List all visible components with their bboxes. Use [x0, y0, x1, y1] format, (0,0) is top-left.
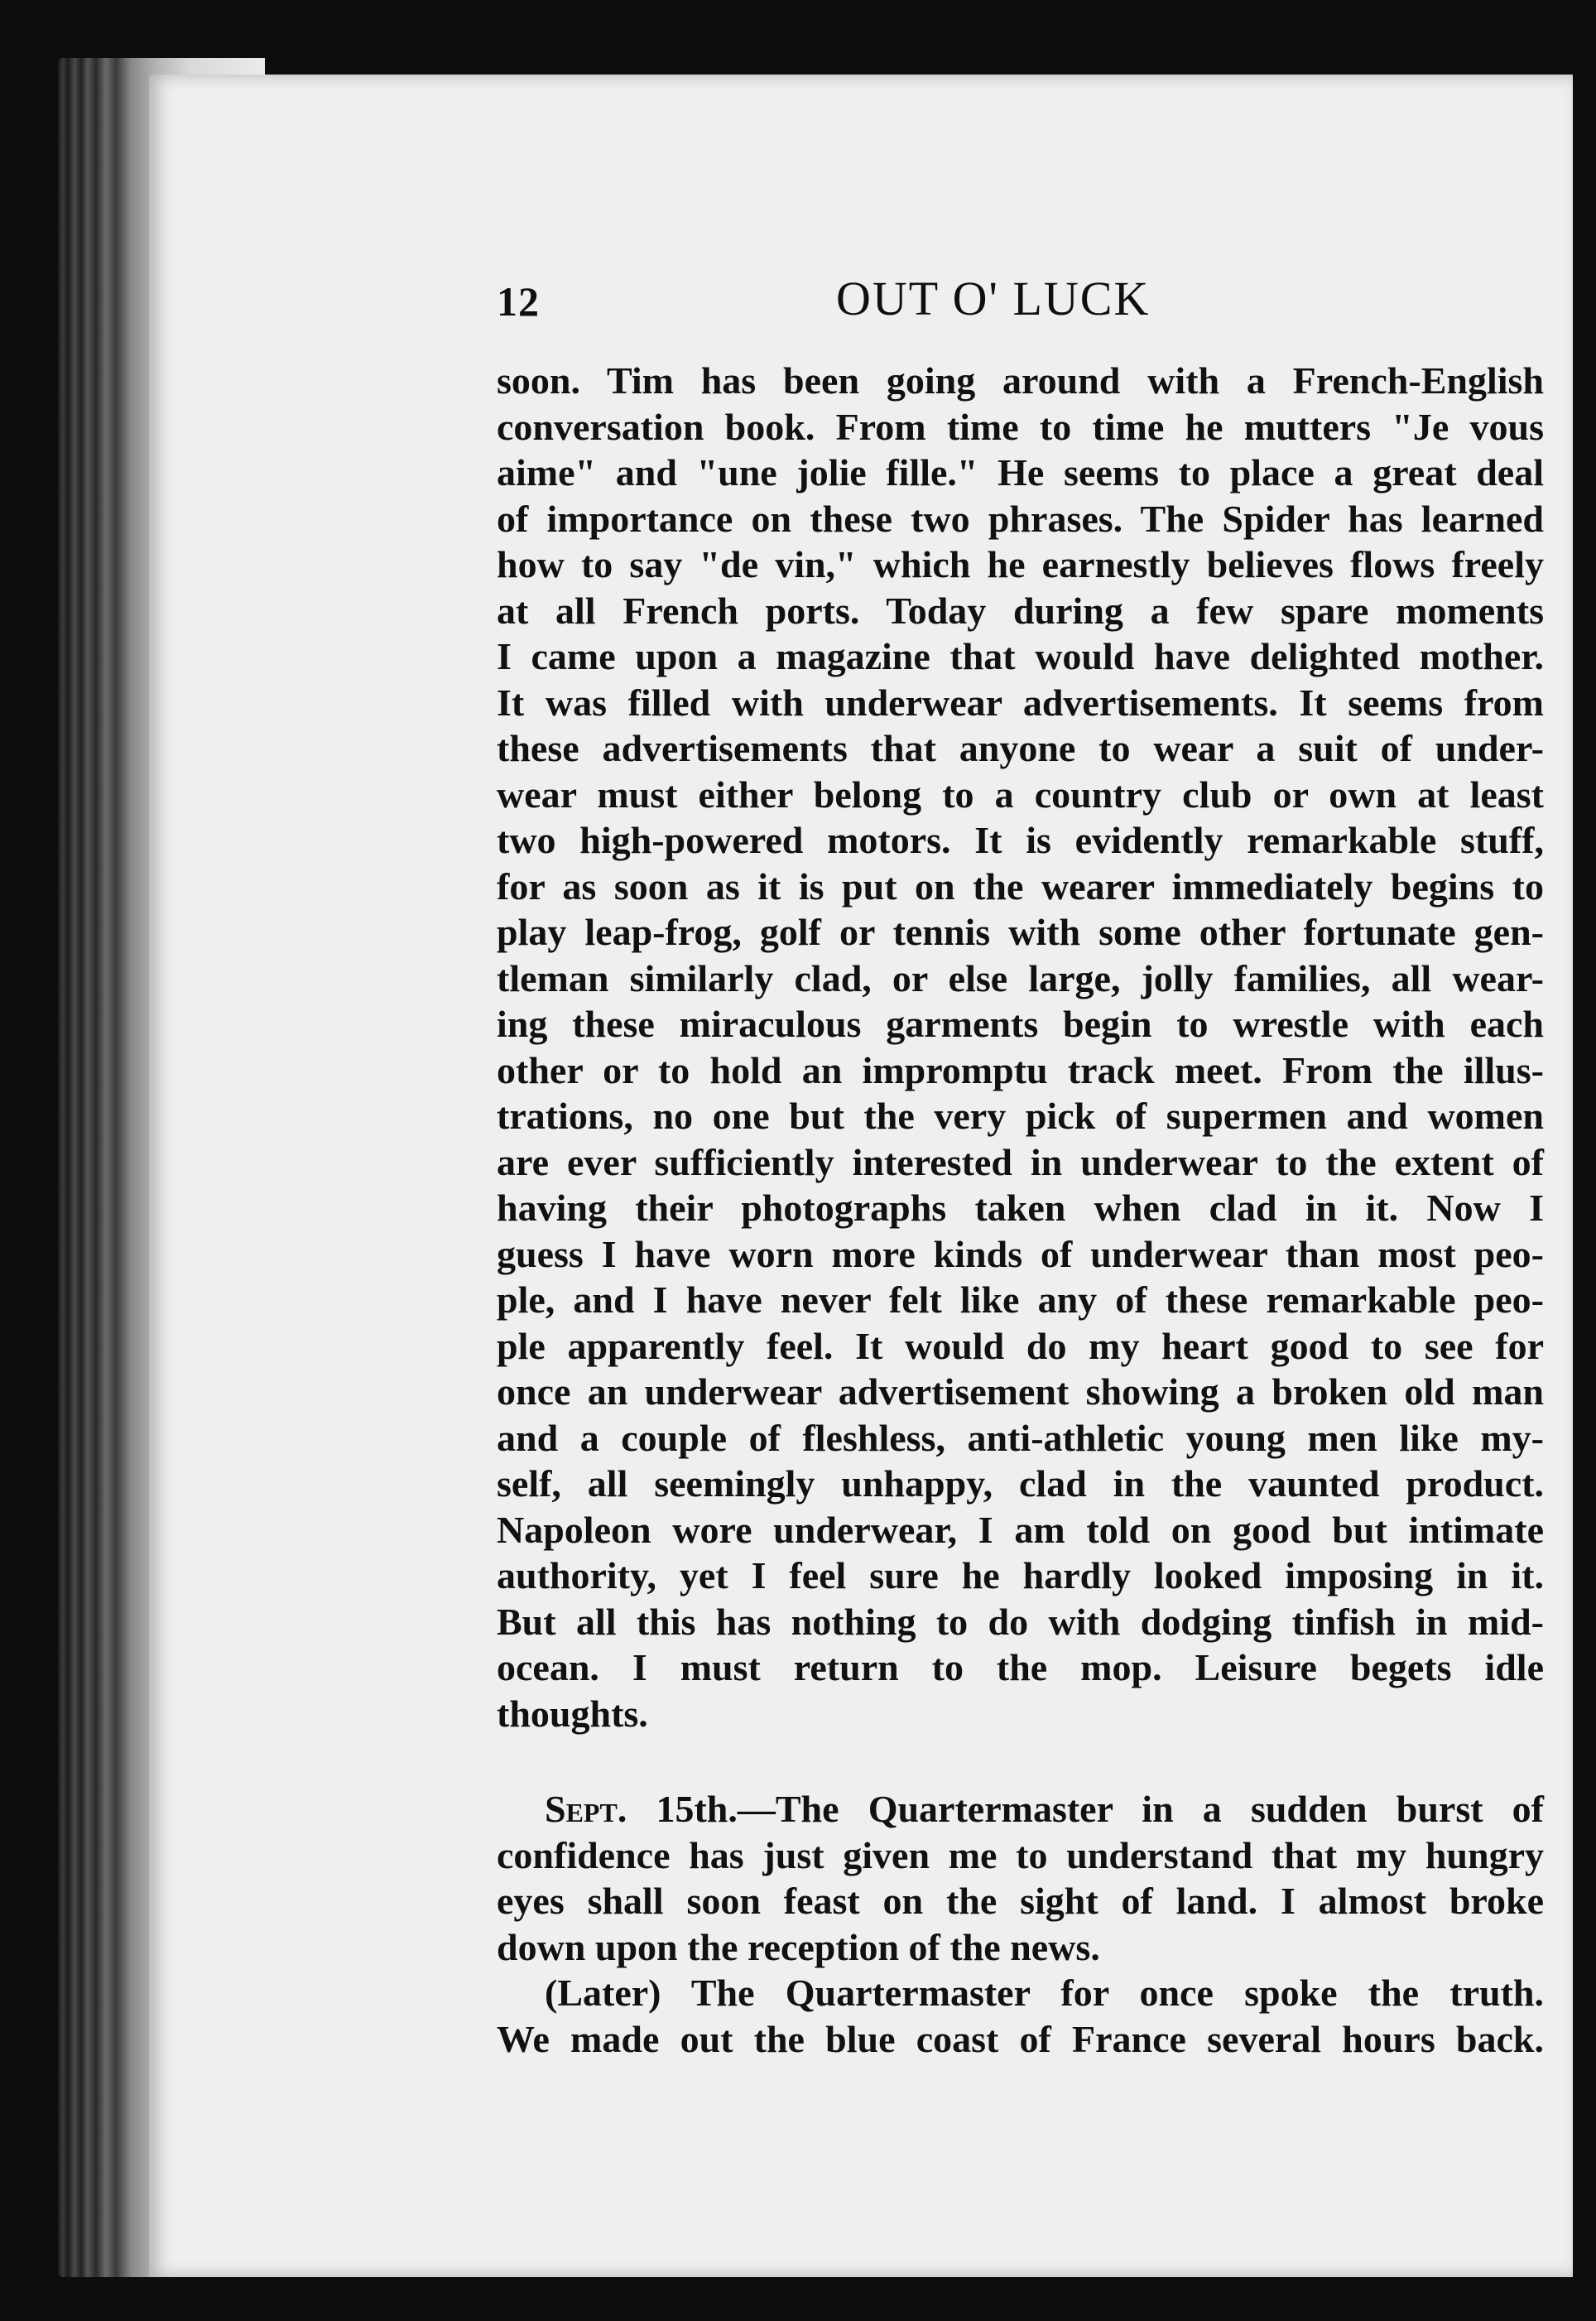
text-line: ing these miraculous garments begin to wrestle with each	[497, 1003, 1544, 1045]
text-line: for as soon as it is put on the wearer immediately begins to	[497, 864, 1544, 908]
text-line: trations, no one but the very pick of supermen and women	[497, 1095, 1544, 1137]
text-line: of importance on these two phrases. The Spider has learned	[497, 497, 1544, 540]
text-line: soon. Tim has been going around with a French-English	[497, 359, 1544, 402]
page-number: 12	[497, 278, 540, 325]
text-line: tleman similarly clad, or else large, jolly families, all wear-	[497, 956, 1544, 999]
running-title: OUT O' LUCK	[836, 272, 1151, 325]
text-line: once an underwear advertisement showing a broken old man	[497, 1370, 1544, 1413]
text-line: guess I have worn more kinds of underwear than most peo-	[497, 1232, 1544, 1275]
text-line: conversation book. From time to time he mutters "Je vous	[497, 405, 1544, 448]
text-line: aime" and "une jolie fille." He seems to place a great deal	[497, 451, 1544, 494]
text-line: ple apparently feel. It would do my heart good to see for	[497, 1324, 1544, 1367]
text-line: It was filled with underwear advertisements. It seems from	[497, 681, 1544, 724]
text-line: We made out the blue coast of France several hours back.	[497, 2017, 1544, 2060]
text-line: eyes shall soon feast on the sight of land. I almost broke	[497, 1880, 1544, 1922]
text-line: at all French ports. Today during a few spare moments	[497, 589, 1544, 632]
dated-entry-line	[497, 1786, 1544, 1832]
text-line: confidence has just given me to understand that my hungry	[497, 1833, 1544, 1876]
page-body	[497, 358, 1544, 2062]
text-line: I came upon a magazine that would have delighted mother.	[497, 635, 1544, 677]
text-line: down upon the reception of the news.	[497, 1925, 1100, 1968]
text-line: wear must either belong to a country club or own at least	[497, 773, 1544, 816]
text-line: how to say "de vin," which he earnestly believes flows freely	[497, 543, 1544, 585]
entry-date-label: Sept.	[545, 1788, 627, 1830]
text-line: other or to hold an impromptu track meet. From the illus-	[497, 1048, 1544, 1091]
text-line: are ever sufficiently interested in underwear to the extent of	[497, 1140, 1544, 1183]
text-line: play leap-frog, golf or tennis with some other fortunate gen-	[497, 911, 1544, 953]
text-line: these advertisements that anyone to wear a suit of under-	[497, 727, 1544, 769]
text-line: two high-powered motors. It is evidently remarkable stuff,	[497, 819, 1544, 861]
paragraph-1	[497, 358, 1544, 1736]
text-line: ple, and I have never felt like any of these remarkable peo-	[497, 1278, 1544, 1321]
text-line: ocean. I must return to the mop. Leisure begets idle	[497, 1646, 1544, 1688]
page-header	[497, 271, 1573, 329]
paragraph-3	[497, 1970, 1544, 2062]
text-line: self, all seemingly unhappy, clad in the vaunted product.	[497, 1462, 1544, 1505]
entry-date-rest: 15th.—The Quartermaster in a sudden burst of	[656, 1788, 1544, 1830]
text-line: having their photographs taken when clad in it. Now I	[497, 1187, 1544, 1229]
text-line: thoughts.	[497, 1692, 648, 1735]
text-line: But all this has nothing to do with dodging tinfish in mid-	[497, 1600, 1544, 1643]
text-line: and a couple of fleshless, anti-athletic young men like my-	[497, 1416, 1544, 1459]
text-line: (Later) The Quartermaster for once spoke the truth.	[545, 1972, 1544, 2014]
paragraph-2	[497, 1786, 1544, 1970]
text-line: Napoleon wore underwear, I am told on good but intimate	[497, 1508, 1544, 1551]
text-line: authority, yet I feel sure he hardly looked imposing in it.	[497, 1554, 1544, 1596]
paragraph-gap	[497, 1736, 1544, 1786]
